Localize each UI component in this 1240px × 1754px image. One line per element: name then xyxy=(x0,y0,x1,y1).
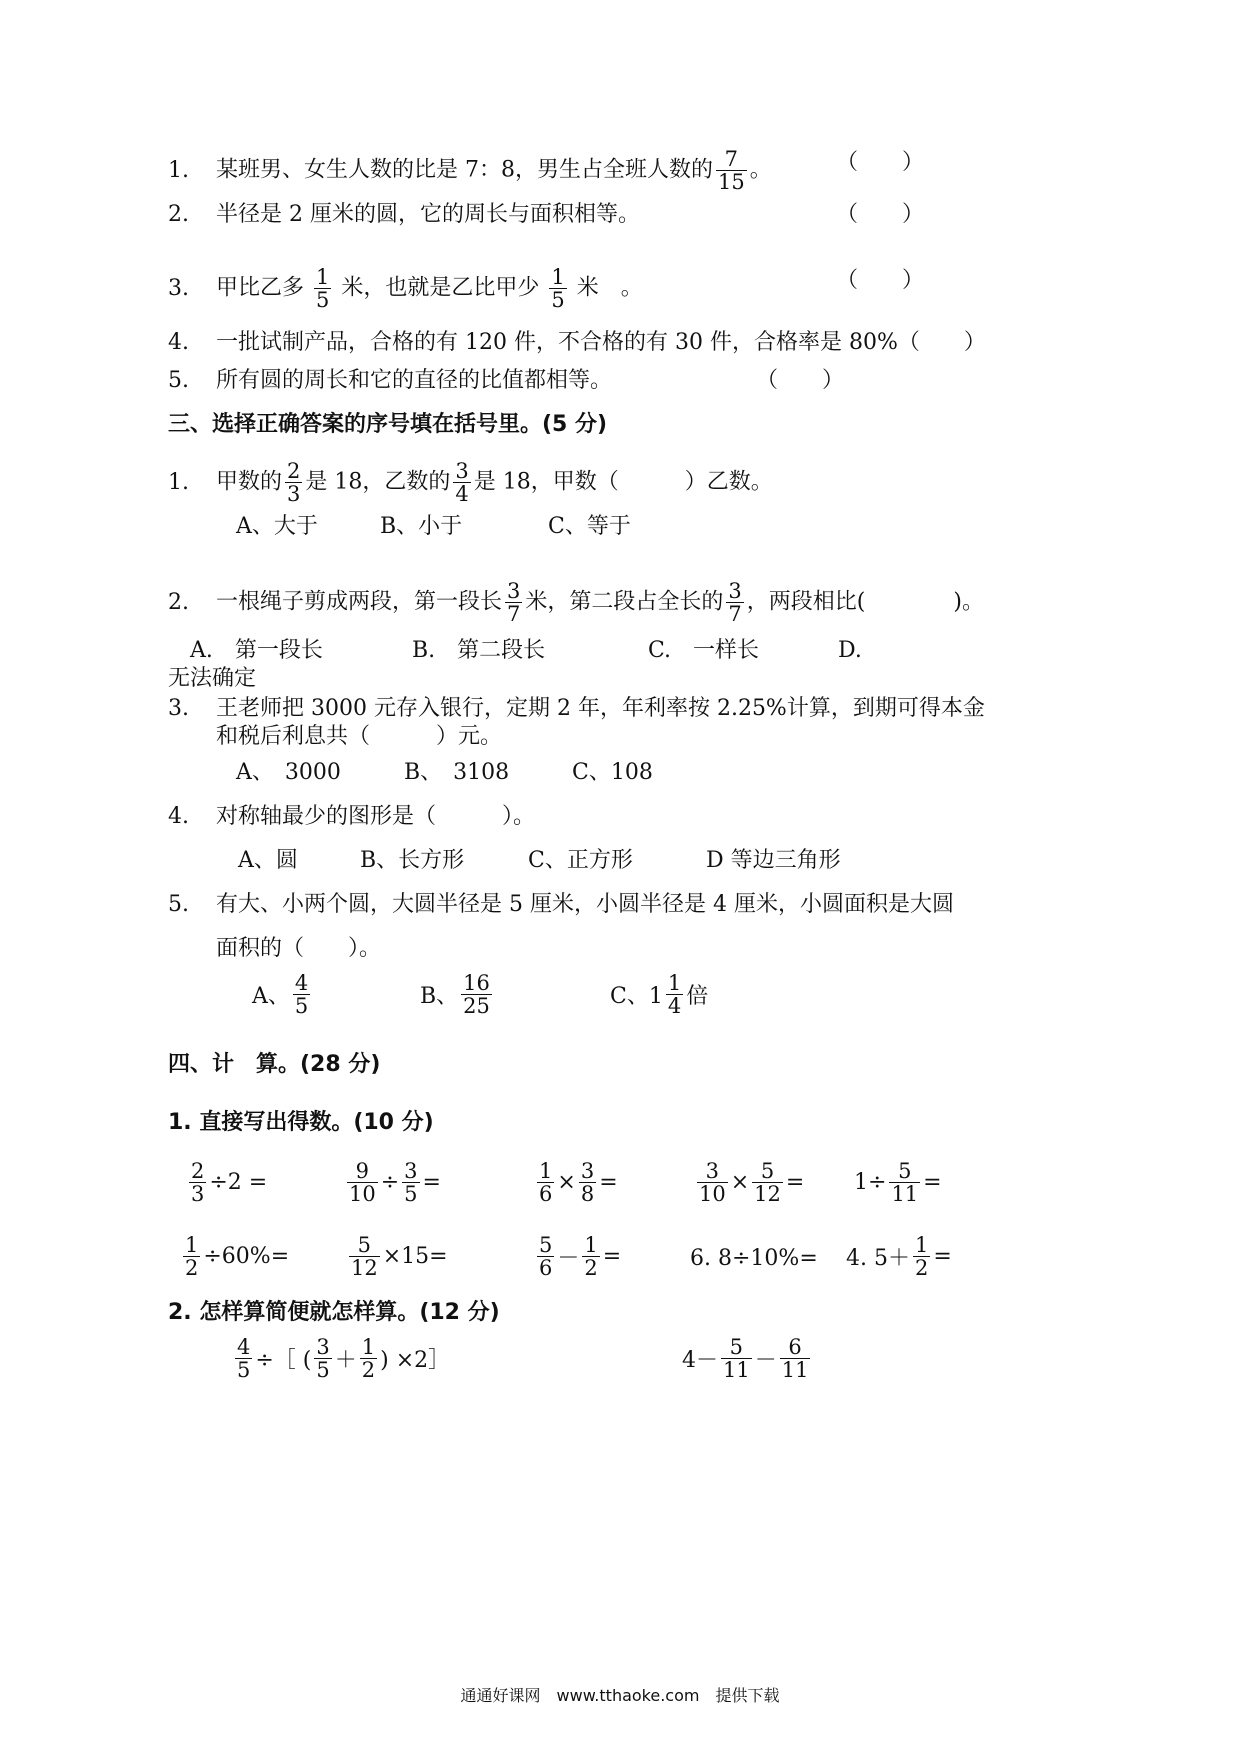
option-a: A、 3000 xyxy=(236,760,341,785)
calc-item: 1÷ $\frac{5}{11}$ = xyxy=(854,1159,942,1207)
section-4-sub1: 1. 直接写出得数。(10 分) xyxy=(168,1110,434,1135)
option-c: C、1 $\frac{1}{4}$ 倍 xyxy=(610,971,709,1019)
section-4-title: 四、计 算。(28 分) xyxy=(168,1052,381,1077)
option-c: C、等于 xyxy=(548,514,631,539)
option-d: D. xyxy=(838,638,862,663)
calc-item: $\frac{1}{2}$ ÷60%= xyxy=(185,1233,290,1281)
calc-item: $\frac{2}{3}$ ÷2 = xyxy=(191,1159,268,1207)
answer-paren: （ ） xyxy=(836,268,925,293)
calc-item: 4. 5＋ $\frac{1}{2}$ = xyxy=(846,1233,952,1281)
option-a: A、 $\frac{4}{5}$ xyxy=(252,971,309,1019)
option-c: C、108 xyxy=(572,760,653,785)
choice-q2: 2. 一根绳子剪成两段，第一段长 $\frac{3}{7}$ 米，第二段占全长的 $\frac{3}{7}$ ，两段相比( )。 xyxy=(168,579,984,627)
answer-paren: （ ） xyxy=(836,150,925,175)
footer-credit: 通通好课网 www.tthaoke.com 提供下载 xyxy=(460,1686,780,1705)
calc-item: $\frac{3}{10}$ × $\frac{5}{12}$ = xyxy=(699,1159,805,1207)
calc-item: $\frac{9}{10}$ ÷ $\frac{3}{5}$ = xyxy=(349,1159,441,1207)
option-b: B、 3108 xyxy=(404,760,510,785)
option-a: A、大于 xyxy=(236,514,318,539)
judge-q5: 5. 所有圆的周长和它的直径的比值都相等。 xyxy=(168,368,613,393)
calc-item: 6. 8÷10%= xyxy=(690,1246,818,1271)
simplify-expr-1: $\frac{4}{5}$ ÷［ ( $\frac{3}{5}$ ＋ $\frac{1}{2}$ ) ×2］ xyxy=(237,1335,451,1383)
calc-item: $\frac{5}{12}$ ×15= xyxy=(351,1233,448,1281)
fraction: $\frac{3}{4}$ xyxy=(455,459,469,507)
choice-q5: 5. 有大、小两个圆，大圆半径是 5 厘米，小圆半径是 4 厘米，小圆面积是大圆 xyxy=(168,892,954,917)
option-b: B. 第二段长 xyxy=(412,638,546,663)
judge-q1: 1. 某班男、女生人数的比是 7：8，男生占全班人数的 $\frac{7}{15}$ 。 xyxy=(168,147,772,195)
choice-q4: 4. 对称轴最少的图形是（ ）。 xyxy=(168,804,536,829)
option-d: D 等边三角形 xyxy=(706,848,841,873)
option-c: C、正方形 xyxy=(528,848,633,873)
fraction: $\frac{1}{5}$ xyxy=(551,265,565,313)
calc-item: $\frac{1}{6}$ × $\frac{3}{8}$ = xyxy=(539,1159,618,1207)
option-b: B、 $\frac{16}{25}$ xyxy=(420,971,490,1019)
option-a: A. 第一段长 xyxy=(190,638,323,663)
answer-paren: （ ） xyxy=(756,368,845,393)
option-d-wrap: 无法确定 xyxy=(168,666,257,691)
fraction: $\frac{1}{4}$ xyxy=(667,971,682,1019)
judge-q3: 3. 甲比乙多 $\frac{1}{5}$ 米，也就是乙比甲少 $\frac{1}{5}$ 米 。 xyxy=(168,265,643,313)
calc-item: $\frac{5}{6}$ － $\frac{1}{2}$ = xyxy=(539,1233,622,1281)
fraction: $\frac{16}{25}$ xyxy=(463,971,490,1019)
choice-q3-line2: 和税后利息共（ ）元。 xyxy=(216,724,503,749)
option-b: B、小于 xyxy=(380,514,463,539)
option-c: C. 一样长 xyxy=(648,638,760,663)
section-3-title: 三、选择正确答案的序号填在括号里。(5 分) xyxy=(168,412,608,437)
choice-q3: 3. 王老师把 3000 元存入银行，定期 2 年，年利率按 2.25%计算，到期可得本金 xyxy=(168,696,985,721)
option-a: A、圆 xyxy=(238,848,298,873)
section-4-sub2: 2. 怎样算简便就怎样算。(12 分) xyxy=(168,1300,500,1325)
choice-q1: 1. 甲数的 $\frac{2}{3}$ 是 18，乙数的 $\frac{3}{4}$ 是 18，甲数（ ）乙数。 xyxy=(168,459,773,507)
fraction: $\frac{3}{7}$ xyxy=(507,579,521,627)
fraction: $\frac{3}{7}$ xyxy=(728,579,742,627)
fraction: $\frac{4}{5}$ xyxy=(294,971,309,1019)
fraction: $\frac{1}{5}$ xyxy=(316,265,330,313)
judge-q2: 2. 半径是 2 厘米的圆，它的周长与面积相等。 xyxy=(168,202,640,227)
judge-q4: 4. 一批试制产品，合格的有 120 件，不合格的有 30 件，合格率是 80%（ ） xyxy=(168,330,986,355)
choice-q5-line2: 面积的（ ）。 xyxy=(216,936,382,961)
option-b: B、长方形 xyxy=(360,848,465,873)
answer-paren: （ ） xyxy=(836,202,925,227)
simplify-expr-2: 4－ $\frac{5}{11}$ － $\frac{6}{11}$ xyxy=(682,1335,809,1383)
fraction: $\frac{2}{3}$ xyxy=(287,459,301,507)
fraction: $\frac{7}{15}$ xyxy=(718,147,745,195)
